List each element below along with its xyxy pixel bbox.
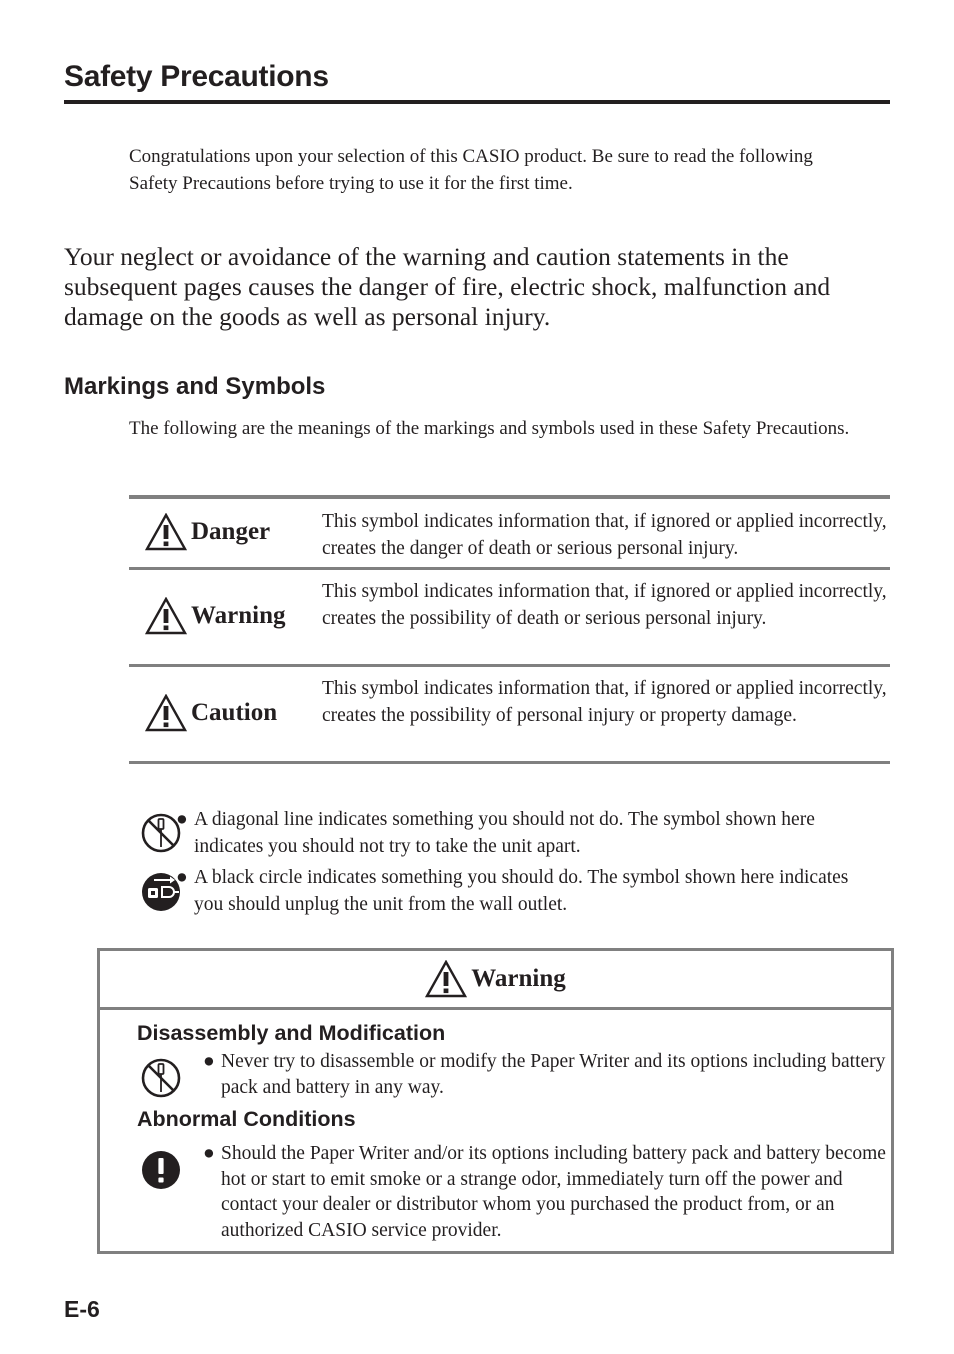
warning-triangle-icon xyxy=(425,960,467,998)
markings-heading: Markings and Symbols xyxy=(64,373,326,400)
no-disassembly-icon xyxy=(140,1057,182,1099)
symbol-note-prohibition xyxy=(140,807,870,861)
prohibition-note-text: A diagonal line indicates something you should not do. The symbol shown here indicates you should not try to take the unit apart. xyxy=(194,809,815,857)
caution-label-text: Caution xyxy=(191,699,278,726)
warning-item-abnormal xyxy=(140,1141,892,1245)
bullet-glyph: ● xyxy=(176,867,188,888)
abnormal-warning xyxy=(203,1141,893,1243)
bullet-glyph: ● xyxy=(203,1143,215,1164)
warning-triangle-icon xyxy=(145,513,187,551)
warning-item-disassembly xyxy=(140,1049,892,1105)
symbol-row-caution xyxy=(129,667,890,764)
prohibition-note xyxy=(176,807,864,860)
warning-box xyxy=(97,948,894,1254)
caution-label xyxy=(145,694,277,732)
symbol-table xyxy=(129,495,890,764)
page-title: Safety Precautions xyxy=(64,60,329,93)
symbol-row-warning xyxy=(129,570,890,667)
danger-label-text: Danger xyxy=(191,518,271,545)
page-number: E-6 xyxy=(64,1296,100,1322)
disassembly-warning-text: Never try to disassemble or modify the Paper Writer and its options including battery pack and battery in any way. xyxy=(221,1051,886,1098)
section-heading-disassembly: Disassembly and Modification xyxy=(137,1021,446,1045)
title-rule xyxy=(64,100,890,104)
mandatory-note-text: A black circle indicates something you should do. The symbol shown here indicates you should unplug the unit from the wall outlet. xyxy=(194,867,849,915)
warning-label-text: Warning xyxy=(191,602,286,629)
markings-description: The following are the meanings of the markings and symbols used in these Safety Precautions. xyxy=(129,418,850,439)
warning-label xyxy=(145,597,285,635)
disassembly-warning xyxy=(203,1049,893,1100)
warning-triangle-icon xyxy=(145,694,187,732)
section-heading-abnormal: Abnormal Conditions xyxy=(137,1107,356,1131)
danger-description: This symbol indicates information that, if ignored or applied incorrectly, creates the danger of death or serious personal injury. xyxy=(322,511,887,559)
warning-description: This symbol indicates information that, if ignored or applied incorrectly, creates the possibility of death or serious personal injury. xyxy=(322,581,887,629)
warning-triangle-icon xyxy=(145,597,187,635)
neglect-statement: Your neglect or avoidance of the warning and caution statements in the subsequent pages causes the danger of fire, electric shock, malfunction and damage on the goods as well as personal injury. xyxy=(64,242,831,331)
caution-description: This symbol indicates information that, if ignored or applied incorrectly, creates the possibility of personal injury or property damage. xyxy=(322,678,887,726)
warning-box-title: Warning xyxy=(471,965,566,992)
abnormal-warning-text: Should the Paper Writer and/or its options including battery pack and battery become hot or start to emit smoke or a strange odor, immediately turn off the power and contact your dealer or distributor whom you purchased the product from, or an authorized CASIO service provider. xyxy=(221,1143,886,1241)
bullet-glyph: ● xyxy=(203,1051,215,1072)
bullet-glyph: ● xyxy=(176,809,188,830)
mandatory-note xyxy=(176,865,864,918)
exclamation-circle-icon xyxy=(140,1149,182,1191)
warning-box-header xyxy=(100,951,891,1010)
symbol-row-danger xyxy=(129,499,890,570)
intro-paragraph: Congratulations upon your selection of this CASIO product. Be sure to read the following Safety Precautions before trying to use it for the first time. xyxy=(129,146,813,194)
symbol-note-mandatory xyxy=(140,865,870,919)
danger-label xyxy=(145,513,270,551)
